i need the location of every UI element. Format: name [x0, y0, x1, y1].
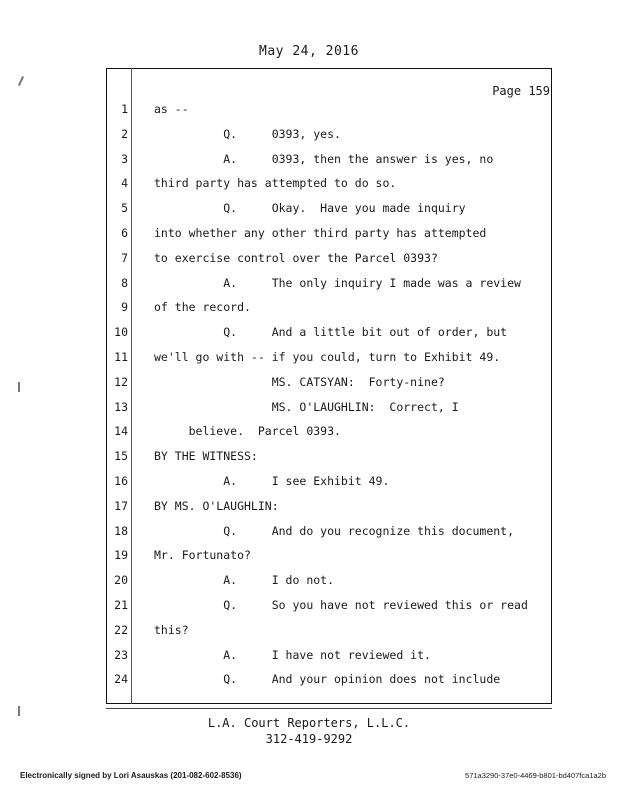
transcript-line	[106, 251, 552, 271]
line-number: 5	[121, 201, 128, 216]
line-number: 16	[114, 474, 128, 488]
line-number: 19	[114, 548, 128, 563]
line-number: 12	[114, 374, 128, 389]
page-number: Page 159	[492, 84, 550, 98]
scan-mark	[18, 706, 20, 716]
line-text: Q. And a little bit out of order, but	[154, 325, 508, 340]
line-number: 13	[114, 399, 128, 414]
line-text: A. I have not reviewed it.	[154, 647, 431, 662]
line-number: 2	[121, 126, 128, 141]
line-text: Mr. Fortunato?	[154, 548, 251, 563]
transcript-line	[106, 176, 552, 196]
line-number: 20	[114, 573, 128, 588]
scan-mark	[18, 76, 24, 86]
line-number: 3	[121, 151, 128, 166]
transcript-line	[106, 102, 552, 122]
line-number: 8	[121, 275, 128, 290]
line-text: A. I see Exhibit 49.	[154, 474, 390, 488]
line-number: 14	[114, 424, 128, 439]
transcript-line	[106, 524, 552, 544]
transcript-line	[106, 201, 552, 221]
line-text: into whether any other third party has attempted	[154, 226, 487, 240]
line-number: 22	[114, 622, 128, 637]
line-text: Q. 0393, yes.	[154, 126, 341, 141]
line-number: 24	[114, 672, 128, 687]
footer-company: L.A. Court Reporters, L.L.C.	[207, 716, 411, 730]
transcript-line	[106, 598, 552, 618]
transcript-line	[106, 276, 552, 296]
transcript-line	[106, 672, 552, 692]
line-number: 1	[121, 102, 128, 116]
transcript-line	[106, 300, 552, 320]
line-number: 6	[121, 226, 128, 240]
line-number: 23	[114, 647, 128, 662]
line-number: 21	[114, 598, 128, 612]
line-text: A. The only inquiry I made was a review	[154, 275, 521, 290]
line-number: 7	[121, 250, 128, 265]
transcript-line	[106, 325, 552, 345]
esignature-note: Electronically signed by Lori Asauskas (201-082-602-8536)	[20, 771, 242, 780]
line-number: 15	[114, 449, 128, 464]
line-text: we'll go with -- if you could, turn to Exhibit 49.	[154, 350, 501, 364]
footer-phone: 312-419-9292	[265, 732, 353, 746]
transcript-line	[106, 400, 552, 420]
transcript-line	[106, 648, 552, 668]
scan-mark	[18, 382, 20, 392]
line-text: believe. Parcel 0393.	[154, 424, 341, 439]
line-text: third party has attempted to do so.	[154, 176, 397, 191]
transcript-line	[106, 127, 552, 147]
line-text: MS. CATSYAN: Forty-nine?	[154, 374, 445, 389]
line-number: 17	[114, 498, 128, 513]
line-text: BY THE WITNESS:	[154, 449, 258, 464]
transcript-line	[106, 424, 552, 444]
transcript-line	[106, 474, 552, 494]
line-text: Q. Okay. Have you made inquiry	[154, 201, 466, 216]
line-text: A. I do not.	[154, 573, 335, 588]
transcript-line	[106, 449, 552, 469]
line-text: Q. And do you recognize this document,	[154, 523, 515, 538]
header-date: May 24, 2016	[259, 44, 359, 59]
line-text: Q. And your opinion does not include	[154, 672, 501, 687]
line-text: A. 0393, then the answer is yes, no	[154, 151, 494, 166]
line-text: MS. O'LAUGHLIN: Correct, I	[154, 399, 459, 414]
transcript-line	[106, 573, 552, 593]
line-number: 18	[114, 523, 128, 538]
line-text: to exercise control over the Parcel 0393?	[154, 250, 438, 265]
document-id: 571a3290-37e0-4469-b801-bd407fca1a2b	[465, 771, 606, 780]
transcript-line	[106, 226, 552, 246]
transcript-line	[106, 375, 552, 395]
transcript-line	[106, 152, 552, 172]
footer-rule	[106, 708, 552, 709]
line-number: 10	[114, 325, 128, 340]
line-text: of the record.	[154, 300, 251, 315]
line-text: BY MS. O'LAUGHLIN:	[154, 498, 279, 513]
line-text: as --	[154, 102, 189, 116]
transcript-line	[106, 350, 552, 370]
transcript-line	[106, 548, 552, 568]
line-number: 4	[121, 176, 128, 191]
transcript-line	[106, 623, 552, 643]
line-text: this?	[154, 622, 189, 637]
transcript-line	[106, 499, 552, 519]
line-text: Q. So you have not reviewed this or read	[154, 598, 528, 612]
line-number: 9	[121, 300, 128, 315]
line-number: 11	[114, 350, 128, 364]
